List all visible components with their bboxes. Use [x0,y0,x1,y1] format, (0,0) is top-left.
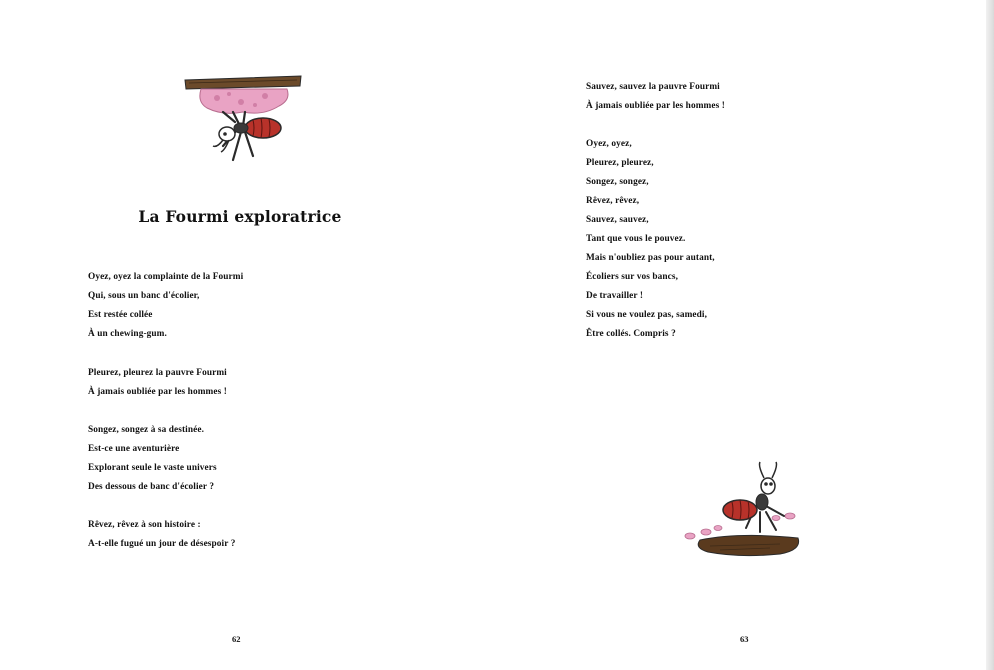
poem-line: Qui, sous un banc d'écolier, [88,291,200,301]
poem-line: À jamais oubliée par les hommes ! [586,101,725,111]
poem-line: Pleurez, pleurez la pauvre Fourmi [88,368,227,378]
poem-line: A-t-elle fugué un jour de désespoir ? [88,539,236,549]
poem-line: Rêvez, rêvez, [586,196,640,206]
poem-line: Pleurez, pleurez, [586,158,654,168]
poem-line: Sauvez, sauvez, [586,215,649,225]
poem-line: De travailler ! [586,291,644,301]
poem-line: Oyez, oyez, [586,139,632,149]
right-page [497,0,994,670]
poem-line: Écoliers sur vos bancs, [586,272,679,282]
poem-line: Songez, songez, [586,177,649,187]
stanza-4 [88,516,235,554]
page-edge [986,0,994,670]
poem-line: Des dessous de banc d'écolier ? [88,482,215,492]
stanza-2 [88,364,227,402]
stanza-5 [586,78,725,116]
poem-line: À un chewing-gum. [88,329,167,339]
poem-title: La Fourmi exploratrice [138,207,342,226]
poem-line: Mais n'oubliez pas pour autant, [586,253,715,263]
poem-line: Sauvez, sauvez la pauvre Fourmi [586,82,720,92]
poem-line: Explorant seule le vaste univers [88,463,217,473]
poem-line: Songez, songez à sa destinée. [88,425,205,435]
poem-line: Être collés. Compris ? [586,329,676,339]
ant-stuck-under-desk-illustration [183,72,303,182]
poem-line: Rêvez, rêvez à son histoire : [88,520,201,530]
stanza-3 [88,421,217,497]
page-number-right: 63 [740,634,749,644]
page-number-left: 62 [232,634,241,644]
poem-line: Tant que vous le pouvez. [586,234,686,244]
stanza-6 [586,135,715,344]
poem-line: Oyez, oyez la complainte de la Fourmi [88,272,244,282]
poem-line: Est restée collée [88,310,153,320]
stanza-1 [88,268,243,344]
ant-free-illustration [680,458,805,558]
poem-line: À jamais oubliée par les hommes ! [88,387,227,397]
poem-line: Est-ce une aventurière [88,444,180,454]
poem-line: Si vous ne voulez pas, samedi, [586,310,708,320]
